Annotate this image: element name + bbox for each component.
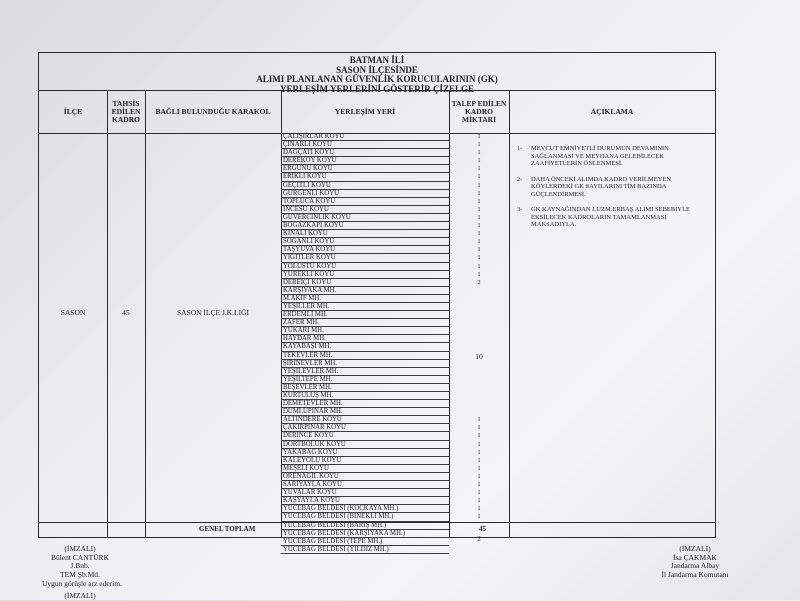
table-title — [39, 53, 715, 94]
talep-cell — [449, 303, 509, 311]
header-yerlesim: YERLEŞİM YERİ — [334, 107, 396, 116]
settlement-row: YAKABAĞ KÖYÜ — [281, 449, 449, 457]
talep-cell — [449, 368, 509, 376]
talep-cell — [449, 295, 509, 303]
settlement-row: ÇINARLI KÖYÜ — [281, 141, 449, 149]
talep-cell — [449, 287, 509, 295]
talep-cell — [449, 546, 509, 554]
talep-cell: 1 — [477, 416, 481, 424]
talep-cell: 1 — [477, 189, 481, 197]
talep-cell — [449, 335, 509, 343]
settlement-row: TOPLUCA KÖYÜ — [281, 198, 449, 206]
talep-cell — [449, 408, 509, 416]
title-line-2: SASON İLÇESİNDE — [336, 64, 418, 75]
settlement-row: YÜCEBAĞ BELDESİ (KOÇKAYA MH.) — [281, 505, 449, 513]
talep-cell: 1 — [477, 157, 481, 165]
talep-cell: 1 — [477, 181, 481, 189]
settlement-row: ERİKLİ KÖYÜ — [281, 173, 449, 181]
header-ilce: İLÇE — [63, 107, 83, 116]
settlement-row: BEŞEVLER MH. — [281, 384, 449, 392]
header-karakol: BAĞLI BULUNDUĞU KARAKOL — [155, 107, 271, 116]
talep-cell — [449, 400, 509, 408]
footer-signature: (İMZALI) — [64, 591, 96, 600]
settlement-list — [281, 133, 449, 554]
talep-cell: 1 — [477, 497, 481, 505]
footer-note: Uygun görüşle arz ederim. — [42, 579, 122, 588]
total-label: GENEL TOPLAM — [199, 525, 256, 533]
settlement-row: KURTULUŞ MH. — [281, 392, 449, 400]
settlement-row: KAYABAŞI MH. — [281, 343, 449, 351]
settlement-row: ERGÜNÜ KÖYÜ — [281, 165, 449, 173]
settlement-row: M.AKİF MH. — [281, 295, 449, 303]
settlement-row: YEŞİLLER MH. — [281, 303, 449, 311]
settlement-row: YÜREKLİ KÖYÜ — [281, 271, 449, 279]
aciklama-notes — [517, 145, 707, 237]
aciklama-text: MEVCUT EMNİYETLİ DURUMUN DEVAMININ SAĞLANMASI VE MEYDANA GELEBİLECEK ZAAFİYETLERİN ÖNLENMESİ. — [531, 145, 669, 167]
settlement-row: TEKEVLER MH. — [281, 352, 449, 360]
settlement-row: DERİNCE KÖYÜ — [281, 432, 449, 440]
total-value: 45 — [479, 525, 486, 533]
talep-cell: 1 — [477, 424, 481, 432]
signature-left — [30, 545, 130, 579]
settlement-row: YEŞİLTEPE MH. — [281, 376, 449, 384]
header-row — [39, 91, 715, 134]
settlement-row: MEŞELİ KÖYÜ — [281, 465, 449, 473]
talep-cell: 2 — [477, 278, 481, 286]
talep-cell: 1 — [477, 270, 481, 278]
talep-cell: 1 — [477, 173, 481, 181]
total-row — [39, 522, 715, 537]
settlement-row: YOLÜSTÜ KÖYÜ — [281, 263, 449, 271]
talep-cell: 1 — [477, 238, 481, 246]
settlement-row: DEREKÖY KÖYÜ — [281, 157, 449, 165]
talep-cell: 1 — [477, 222, 481, 230]
settlement-row: GEÇİTLİ KÖYÜ — [281, 182, 449, 190]
settlement-row: DÖRTBÖLÜK KÖYÜ — [281, 441, 449, 449]
settlement-row: İNCESU KÖYÜ — [281, 206, 449, 214]
aciklama-item — [517, 176, 707, 199]
talep-cell: 1 — [477, 254, 481, 262]
settlement-row: SOĞANLI KÖYÜ — [281, 238, 449, 246]
settlement-row: YEŞİLEVLER MH. — [281, 368, 449, 376]
settlement-row: DEREİÇİ KÖYÜ — [281, 279, 449, 287]
talep-cell: 1 — [477, 489, 481, 497]
talep-cell: 1 — [477, 213, 481, 221]
talep-cell — [449, 376, 509, 384]
settlement-row: DAĞÇATI KÖYÜ — [281, 149, 449, 157]
talep-cell: 1 — [477, 481, 481, 489]
signature-right — [635, 545, 755, 579]
settlement-row: YİĞİTLER KÖYÜ — [281, 254, 449, 262]
header-talep: TALEP EDİLEN KADRO MİKTARI — [451, 99, 507, 124]
title-line-4: YERLEŞİM YERLERİNİ GÖSTERİR ÇİZELGE — [280, 83, 474, 94]
tahsis-value: 45 — [122, 308, 130, 317]
talep-cell: 1 — [477, 165, 481, 173]
talep-cell — [449, 319, 509, 327]
aciklama-number: 1- — [517, 145, 523, 152]
settlement-row: ÇALIŞIRLAR KÖYÜ — [281, 133, 449, 141]
merged-talep-value: 10 — [475, 351, 483, 361]
sig-right-rank: Jandarma Albay — [670, 561, 720, 570]
settlement-row: HAYDAR MH. — [281, 335, 449, 343]
talep-cell — [449, 343, 509, 351]
title-line-1: BATMAN İLİ — [349, 55, 405, 65]
ilce-value: SASON — [60, 308, 86, 317]
aciklama-item — [517, 145, 707, 168]
talep-cell: 1 — [477, 472, 481, 480]
settlement-row: SARIYAYLA KÖYÜ — [281, 481, 449, 489]
settlement-row: YUVALAR KÖYÜ — [281, 489, 449, 497]
header-aciklama: AÇIKLAMA — [590, 107, 634, 116]
talep-cell: 1 — [477, 456, 481, 464]
settlement-row: KAŞYAYLA KÖYÜ — [281, 497, 449, 505]
settlement-row: DUMLUPINAR MH. — [281, 408, 449, 416]
talep-cell — [449, 311, 509, 319]
settlement-row: GÜRGENLİ KÖYÜ — [281, 190, 449, 198]
settlement-row: YÜCEBAĞ BELDESİ (TEPE MH.) — [281, 538, 449, 546]
settlement-row: KARŞIYAKA MH. — [281, 287, 449, 295]
talep-cell: 1 — [477, 505, 481, 513]
merged-talep-value: 2 — [477, 533, 481, 543]
talep-list — [449, 133, 509, 554]
title-line-3: ALIMI PLANLANAN GÜVENLİK KORUCULARININ (GK) — [256, 74, 498, 84]
aciklama-item — [517, 206, 707, 229]
settlement-row: YÜCEBAĞ BELDESİ (BARIŞ MH.) — [281, 522, 449, 530]
talep-cell: 1 — [477, 262, 481, 270]
talep-cell: 1 — [477, 197, 481, 205]
settlement-row: KINALI KÖYÜ — [281, 230, 449, 238]
sig-right-name: İsa ÇAKMAK — [673, 552, 717, 562]
talep-cell: 1 — [477, 230, 481, 238]
talep-cell: 1 — [477, 448, 481, 456]
talep-cell: 1 — [477, 440, 481, 448]
settlement-row: YÜCEBAĞ BELDESİ (BİNEKLİ MH.) — [281, 513, 449, 521]
settlement-row: ÇAKIRPINAR KÖYÜ — [281, 424, 449, 432]
settlement-row: DEMETEVLER MH. — [281, 400, 449, 408]
talep-cell: 1 — [477, 149, 481, 157]
talep-cell: 1 — [477, 141, 481, 149]
settlement-row: TAŞYUVA KÖYÜ — [281, 246, 449, 254]
talep-cell: 1 — [477, 246, 481, 254]
settlement-row: ERDEMLİ MH. — [281, 311, 449, 319]
settlement-row: BOĞAZKAPI KÖYÜ — [281, 222, 449, 230]
sig-left-name: Bülent CANTÜRK — [50, 552, 110, 562]
aciklama-number: 2- — [517, 175, 523, 183]
talep-cell: 1 — [477, 205, 481, 213]
header-tahsis: TAHSİS EDİLEN KADRO — [111, 99, 141, 124]
settlement-row: ALTINDERE KÖYÜ — [281, 416, 449, 424]
talep-cell: 1 — [477, 133, 481, 140]
settlement-row: YÜCEBAĞ BELDESİ (YILDIZ MH.) — [281, 546, 449, 554]
talep-cell: 1 — [477, 464, 481, 472]
settlement-row: ŞİRİNEVLER MH. — [281, 360, 449, 368]
settlement-row: ZAFER MH. — [281, 319, 449, 327]
sig-left-title: TEM Şb.Md. — [60, 569, 100, 579]
sig-left-rank: J.Bnb. — [70, 561, 90, 570]
settlement-row: YÜCEBAĞ BELDESİ (KARŞIYAKA MH.) — [281, 530, 449, 538]
settlement-row: GÜVERCİNLİK KÖYÜ — [281, 214, 449, 222]
sig-left-status: (İMZALI) — [64, 544, 96, 553]
settlement-row: YUKARI MH. — [281, 327, 449, 335]
settlement-row: KALEYOLU KÖYÜ — [281, 457, 449, 465]
talep-cell — [449, 360, 509, 368]
karakol-value: SASON İLÇE J.K.LIĞI — [176, 308, 250, 317]
talep-cell — [449, 392, 509, 400]
sig-right-title: İl Jandarma Komutanı — [661, 569, 729, 579]
talep-cell: 1 — [477, 432, 481, 440]
talep-cell — [449, 384, 509, 392]
aciklama-text: GK KAYNAĞINDAN J.UZM.ERBAŞ ALIMI SEBEBİYLE EKSİLECEK KADROLARIN TAMAMLANMASI MAKSADIYLA. — [531, 206, 691, 228]
talep-cell — [449, 327, 509, 335]
column-divider — [509, 91, 510, 537]
settlement-row: ÖRENAĞIL KÖYÜ — [281, 473, 449, 481]
talep-cell: 1 — [477, 513, 481, 521]
aciklama-text: DAHA ÖNCEKİ ALIMDA KADRO VERİLMEYEN KÖYLERDEKİ GK SAYILARINI TİM BAZINDA GÜÇLENDİRMESİ. — [531, 175, 671, 198]
sig-right-status: (İMZALI) — [679, 544, 711, 553]
aciklama-number: 3- — [517, 206, 523, 213]
